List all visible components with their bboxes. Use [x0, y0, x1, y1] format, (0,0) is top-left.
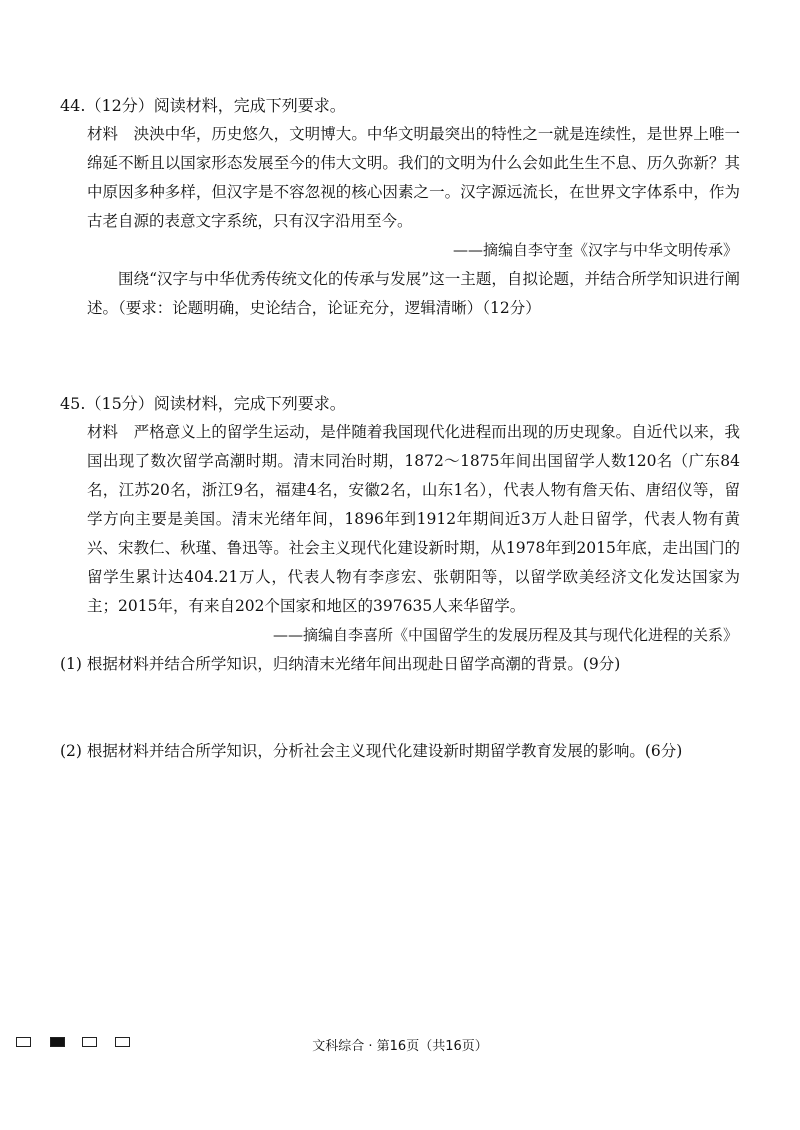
question-45-sub1: (1) 根据材料并结合所学知识，归纳清末光绪年间出现赴日留学高潮的背景。(9分) — [60, 655, 621, 673]
question-45-source: ——摘编自李喜所《中国留学生的发展历程及其与现代化进程的关系》 — [272, 626, 738, 644]
question-44-task: 围绕“汉字与中华优秀传统文化的传承与发展”这一主题，自拟论题，并结合所学知识进行阐述。（要求：论题明确，史论结合，论证充分，逻辑清晰）（12分） — [87, 270, 740, 317]
question-44 — [60, 92, 740, 323]
page-footer — [0, 1032, 800, 1056]
question-45 — [60, 390, 740, 766]
question-44-material: 材料 泱泱中华，历史悠久，文明博大。中华文明最突出的特性之一就是连续性，是世界上唯一绵延不断且以国家形态发展至今的伟大文明。我们的文明为什么会如此生生不息、历久弥新？其中原因多种多样，但汉字是不容忽视的核心因素之一。汉字源远流长，在世界文字体系中，作为古老自源的表意文字系统，只有汉字沿用至今。 — [87, 125, 740, 230]
question-45-material: 材料 严格意义上的留学生运动，是伴随着我国现代化进程而出现的历史现象。自近代以来，我国出现了数次留学高潮时期。清末同治时期，1872～1875年间出国留学人数120名（广东84名，江苏20名，浙江9名，福建4名，安徽2名，山东1名），代表人物有詹天佑、唐绍仪等，留学方向主要是美国。清末光绪年间，1896年到1912年期间近3万人赴日留学，代表人物有黄兴、宋教仁、秋瑾、鲁迅等。社会主义现代化建设新时期，从1978年到2015年底，走出国门的留学生累计达404.21万人，代表人物有李彦宏、张朝阳等，以留学欧美经济文化发达国家为主；2015年，有来自202个国家和地区的397635人来华留学。 — [87, 423, 740, 615]
page-number: 文科综合 · 第16页（共16页） — [312, 1039, 488, 1054]
question-44-source: ——摘编自李守奎《汉字与中华文明传承》 — [452, 241, 738, 259]
question-45-sub2: (2) 根据材料并结合所学知识，分析社会主义现代化建设新时期留学教育发展的影响。(6分) — [60, 742, 683, 760]
question-44-header: 44.（12分）阅读材料，完成下列要求。 — [60, 96, 346, 115]
question-45-header: 45.（15分）阅读材料，完成下列要求。 — [60, 394, 346, 413]
